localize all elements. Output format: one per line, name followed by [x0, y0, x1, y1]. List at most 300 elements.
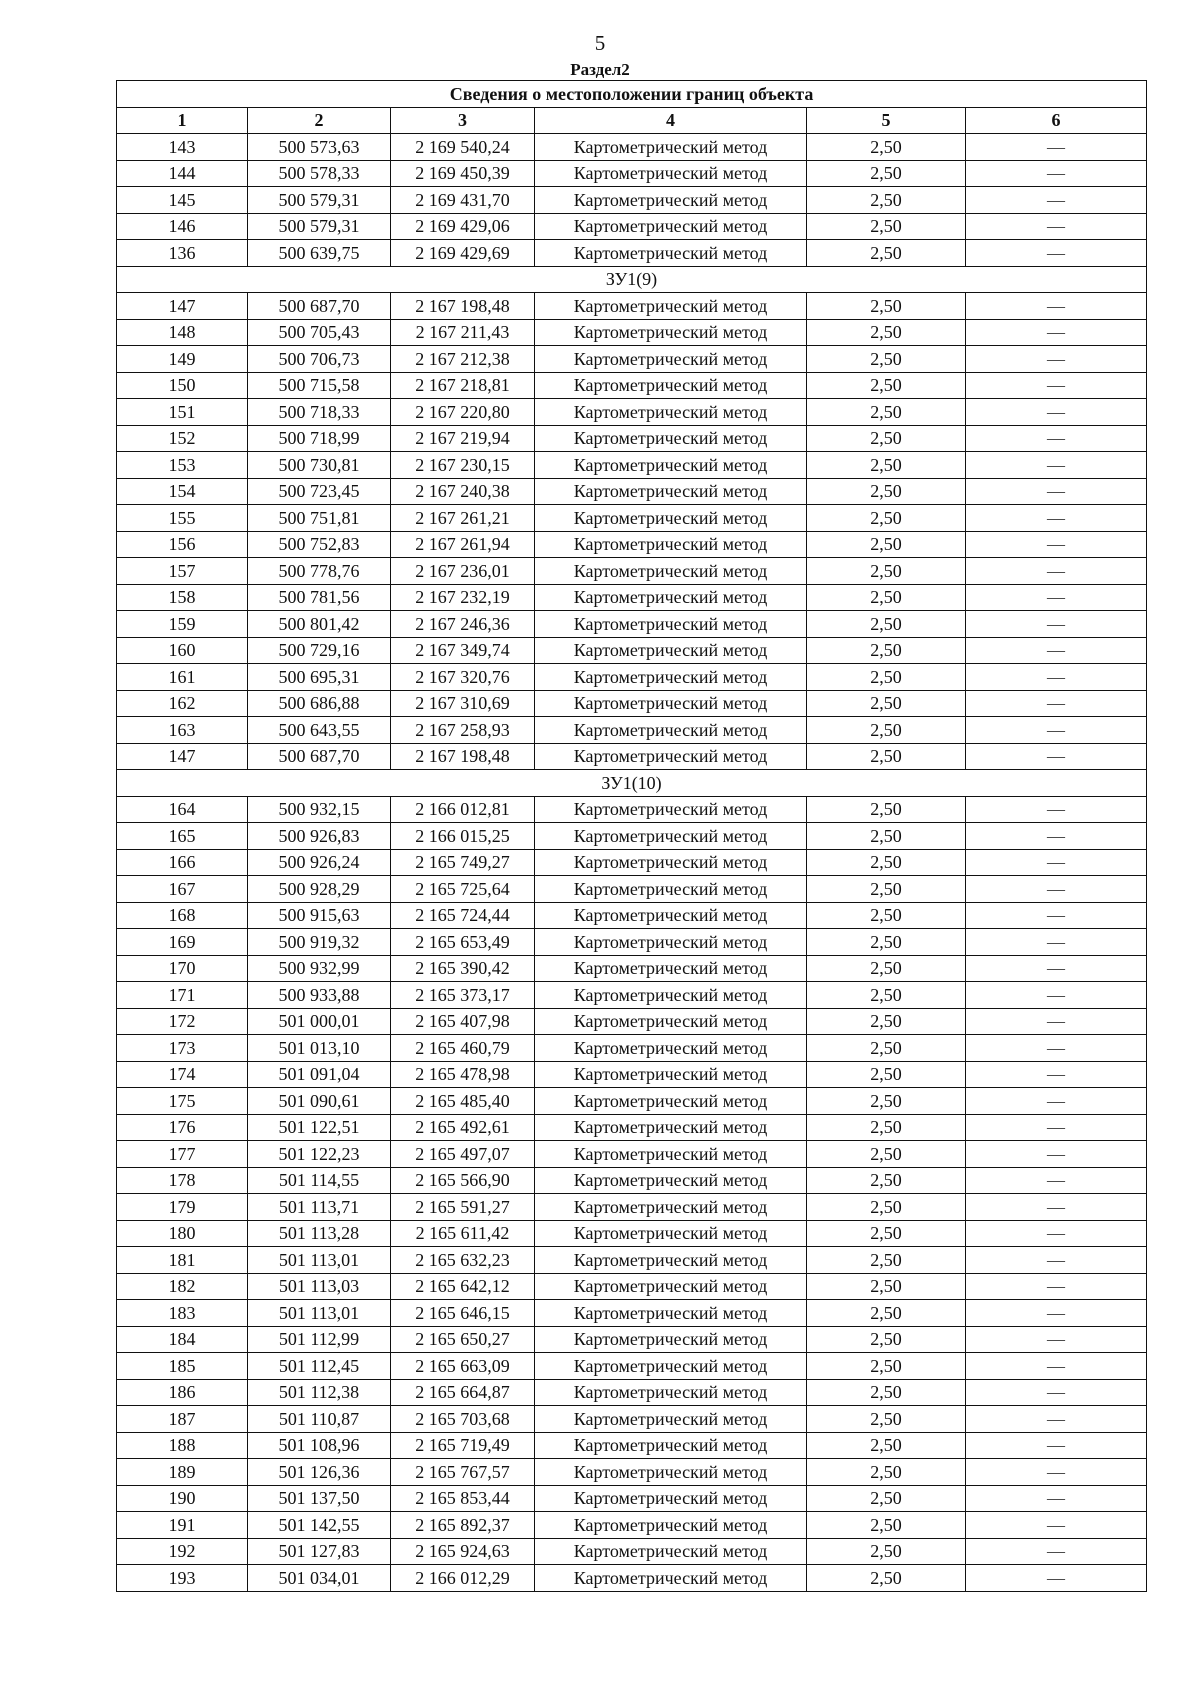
method-cell: Картометрический метод	[535, 902, 807, 929]
description-cell: —	[966, 346, 1147, 373]
table-row	[117, 1008, 1147, 1035]
x-coordinate-cell: 501 114,55	[248, 1167, 391, 1194]
method-cell: Картометрический метод	[535, 664, 807, 691]
y-coordinate-cell: 2 165 724,44	[391, 902, 535, 929]
description-cell: —	[966, 1379, 1147, 1406]
description-cell: —	[966, 1141, 1147, 1168]
y-coordinate-cell: 2 169 429,69	[391, 240, 535, 267]
point-number-cell: 150	[117, 372, 248, 399]
y-coordinate-cell: 2 165 725,64	[391, 876, 535, 903]
method-cell: Картометрический метод	[535, 1061, 807, 1088]
x-coordinate-cell: 501 113,28	[248, 1220, 391, 1247]
description-cell: —	[966, 929, 1147, 956]
table-row	[117, 690, 1147, 717]
table-row	[117, 717, 1147, 744]
x-coordinate-cell: 500 639,75	[248, 240, 391, 267]
description-cell: —	[966, 240, 1147, 267]
method-cell: Картометрический метод	[535, 1114, 807, 1141]
table-row	[117, 1485, 1147, 1512]
method-cell: Картометрический метод	[535, 293, 807, 320]
y-coordinate-cell: 2 167 236,01	[391, 558, 535, 585]
description-cell: —	[966, 531, 1147, 558]
method-cell: Картометрический метод	[535, 955, 807, 982]
method-cell: Картометрический метод	[535, 637, 807, 664]
y-coordinate-cell: 2 165 646,15	[391, 1300, 535, 1327]
table-row	[117, 1194, 1147, 1221]
method-cell: Картометрический метод	[535, 1512, 807, 1539]
accuracy-cell: 2,50	[807, 399, 966, 426]
point-number-cell: 164	[117, 796, 248, 823]
y-coordinate-cell: 2 165 611,42	[391, 1220, 535, 1247]
y-coordinate-cell: 2 169 429,06	[391, 213, 535, 240]
y-coordinate-cell: 2 166 012,29	[391, 1565, 535, 1592]
accuracy-cell: 2,50	[807, 319, 966, 346]
description-cell: —	[966, 1167, 1147, 1194]
description-cell: —	[966, 955, 1147, 982]
method-cell: Картометрический метод	[535, 1432, 807, 1459]
table-row	[117, 611, 1147, 638]
accuracy-cell: 2,50	[807, 1512, 966, 1539]
description-cell: —	[966, 293, 1147, 320]
point-number-cell: 144	[117, 160, 248, 187]
accuracy-cell: 2,50	[807, 743, 966, 770]
table-row	[117, 849, 1147, 876]
table-row	[117, 1538, 1147, 1565]
point-number-cell: 172	[117, 1008, 248, 1035]
y-coordinate-cell: 2 167 246,36	[391, 611, 535, 638]
point-number-cell: 190	[117, 1485, 248, 1512]
description-cell: —	[966, 425, 1147, 452]
rows-section-b	[117, 293, 1147, 770]
accuracy-cell: 2,50	[807, 1300, 966, 1327]
method-cell: Картометрический метод	[535, 558, 807, 585]
table-row	[117, 796, 1147, 823]
point-number-cell: 147	[117, 743, 248, 770]
y-coordinate-cell: 2 167 261,21	[391, 505, 535, 532]
accuracy-cell: 2,50	[807, 637, 966, 664]
x-coordinate-cell: 500 801,42	[248, 611, 391, 638]
method-cell: Картометрический метод	[535, 1459, 807, 1486]
y-coordinate-cell: 2 169 540,24	[391, 134, 535, 161]
accuracy-cell: 2,50	[807, 902, 966, 929]
x-coordinate-cell: 500 915,63	[248, 902, 391, 929]
method-cell: Картометрический метод	[535, 690, 807, 717]
description-cell: —	[966, 319, 1147, 346]
method-cell: Картометрический метод	[535, 505, 807, 532]
description-cell: —	[966, 1406, 1147, 1433]
rows-section-c	[117, 796, 1147, 1591]
accuracy-cell: 2,50	[807, 1485, 966, 1512]
point-number-cell: 183	[117, 1300, 248, 1327]
y-coordinate-cell: 2 165 749,27	[391, 849, 535, 876]
description-cell: —	[966, 849, 1147, 876]
x-coordinate-cell: 500 729,16	[248, 637, 391, 664]
y-coordinate-cell: 2 166 012,81	[391, 796, 535, 823]
y-coordinate-cell: 2 167 211,43	[391, 319, 535, 346]
x-coordinate-cell: 500 926,83	[248, 823, 391, 850]
table-row	[117, 876, 1147, 903]
description-cell: —	[966, 505, 1147, 532]
method-cell: Картометрический метод	[535, 1406, 807, 1433]
method-cell: Картометрический метод	[535, 1353, 807, 1380]
accuracy-cell: 2,50	[807, 584, 966, 611]
table-row	[117, 584, 1147, 611]
y-coordinate-cell: 2 169 431,70	[391, 187, 535, 214]
x-coordinate-cell: 501 112,45	[248, 1353, 391, 1380]
accuracy-cell: 2,50	[807, 1432, 966, 1459]
x-coordinate-cell: 500 686,88	[248, 690, 391, 717]
y-coordinate-cell: 2 165 632,23	[391, 1247, 535, 1274]
x-coordinate-cell: 501 113,01	[248, 1247, 391, 1274]
table-row	[117, 213, 1147, 240]
description-cell: —	[966, 372, 1147, 399]
accuracy-cell: 2,50	[807, 1459, 966, 1486]
x-coordinate-cell: 500 928,29	[248, 876, 391, 903]
accuracy-cell: 2,50	[807, 1247, 966, 1274]
y-coordinate-cell: 2 165 663,09	[391, 1353, 535, 1380]
y-coordinate-cell: 2 165 390,42	[391, 955, 535, 982]
boundary-coordinates-table	[116, 80, 1147, 1592]
point-number-cell: 136	[117, 240, 248, 267]
y-coordinate-cell: 2 165 853,44	[391, 1485, 535, 1512]
description-cell: —	[966, 1459, 1147, 1486]
x-coordinate-cell: 501 034,01	[248, 1565, 391, 1592]
x-coordinate-cell: 500 579,31	[248, 213, 391, 240]
point-number-cell: 177	[117, 1141, 248, 1168]
accuracy-cell: 2,50	[807, 1008, 966, 1035]
table-row	[117, 1088, 1147, 1115]
description-cell: —	[966, 478, 1147, 505]
description-cell: —	[966, 1035, 1147, 1062]
method-cell: Картометрический метод	[535, 1326, 807, 1353]
method-cell: Картометрический метод	[535, 1035, 807, 1062]
table-row	[117, 823, 1147, 850]
description-cell: —	[966, 1247, 1147, 1274]
point-number-cell: 181	[117, 1247, 248, 1274]
table-row	[117, 319, 1147, 346]
y-coordinate-cell: 2 165 924,63	[391, 1538, 535, 1565]
x-coordinate-cell: 500 730,81	[248, 452, 391, 479]
x-coordinate-cell: 500 926,24	[248, 849, 391, 876]
description-cell: —	[966, 611, 1147, 638]
point-number-cell: 169	[117, 929, 248, 956]
accuracy-cell: 2,50	[807, 955, 966, 982]
x-coordinate-cell: 501 142,55	[248, 1512, 391, 1539]
accuracy-cell: 2,50	[807, 531, 966, 558]
x-coordinate-cell: 500 932,99	[248, 955, 391, 982]
x-coordinate-cell: 501 112,99	[248, 1326, 391, 1353]
accuracy-cell: 2,50	[807, 372, 966, 399]
y-coordinate-cell: 2 167 232,19	[391, 584, 535, 611]
x-coordinate-cell: 501 013,10	[248, 1035, 391, 1062]
column-header: 3	[391, 107, 535, 134]
method-cell: Картометрический метод	[535, 1300, 807, 1327]
point-number-cell: 162	[117, 690, 248, 717]
description-cell: —	[966, 823, 1147, 850]
point-number-cell: 189	[117, 1459, 248, 1486]
x-coordinate-cell: 501 091,04	[248, 1061, 391, 1088]
table-row	[117, 1220, 1147, 1247]
accuracy-cell: 2,50	[807, 1114, 966, 1141]
method-cell: Картометрический метод	[535, 611, 807, 638]
x-coordinate-cell: 501 110,87	[248, 1406, 391, 1433]
description-cell: —	[966, 1432, 1147, 1459]
point-number-cell: 192	[117, 1538, 248, 1565]
method-cell: Картометрический метод	[535, 1485, 807, 1512]
table-row	[117, 982, 1147, 1009]
y-coordinate-cell: 2 167 258,93	[391, 717, 535, 744]
table-row	[117, 929, 1147, 956]
description-cell: —	[966, 1485, 1147, 1512]
point-number-cell: 171	[117, 982, 248, 1009]
x-coordinate-cell: 501 113,01	[248, 1300, 391, 1327]
table-row	[117, 1141, 1147, 1168]
description-cell: —	[966, 1088, 1147, 1115]
method-cell: Картометрический метод	[535, 425, 807, 452]
table-row	[117, 1114, 1147, 1141]
table-row	[117, 1353, 1147, 1380]
method-cell: Картометрический метод	[535, 1088, 807, 1115]
point-number-cell: 163	[117, 717, 248, 744]
accuracy-cell: 2,50	[807, 982, 966, 1009]
point-number-cell: 154	[117, 478, 248, 505]
group-row	[117, 266, 1147, 293]
y-coordinate-cell: 2 167 261,94	[391, 531, 535, 558]
method-cell: Картометрический метод	[535, 1273, 807, 1300]
method-cell: Картометрический метод	[535, 584, 807, 611]
x-coordinate-cell: 500 687,70	[248, 293, 391, 320]
point-number-cell: 160	[117, 637, 248, 664]
point-number-cell: 165	[117, 823, 248, 850]
description-cell: —	[966, 1353, 1147, 1380]
point-number-cell: 167	[117, 876, 248, 903]
point-number-cell: 191	[117, 1512, 248, 1539]
point-number-cell: 166	[117, 849, 248, 876]
table-row	[117, 1035, 1147, 1062]
point-number-cell: 179	[117, 1194, 248, 1221]
group-label: ЗУ1(10)	[117, 770, 1147, 797]
table-caption: Сведения о местоположении границ объекта	[117, 81, 1147, 108]
point-number-cell: 168	[117, 902, 248, 929]
table-row	[117, 505, 1147, 532]
y-coordinate-cell: 2 165 653,49	[391, 929, 535, 956]
x-coordinate-cell: 500 778,76	[248, 558, 391, 585]
description-cell: —	[966, 1538, 1147, 1565]
accuracy-cell: 2,50	[807, 425, 966, 452]
table-row	[117, 637, 1147, 664]
x-coordinate-cell: 500 933,88	[248, 982, 391, 1009]
table-row	[117, 346, 1147, 373]
method-cell: Картометрический метод	[535, 929, 807, 956]
accuracy-cell: 2,50	[807, 478, 966, 505]
accuracy-cell: 2,50	[807, 187, 966, 214]
x-coordinate-cell: 500 578,33	[248, 160, 391, 187]
y-coordinate-cell: 2 169 450,39	[391, 160, 535, 187]
table-row	[117, 1432, 1147, 1459]
description-cell: —	[966, 399, 1147, 426]
method-cell: Картометрический метод	[535, 240, 807, 267]
table-row	[117, 293, 1147, 320]
method-cell: Картометрический метод	[535, 1538, 807, 1565]
point-number-cell: 152	[117, 425, 248, 452]
point-number-cell: 188	[117, 1432, 248, 1459]
x-coordinate-cell: 500 752,83	[248, 531, 391, 558]
y-coordinate-cell: 2 165 460,79	[391, 1035, 535, 1062]
table-row	[117, 558, 1147, 585]
table-row	[117, 1167, 1147, 1194]
table-row	[117, 1273, 1147, 1300]
description-cell: —	[966, 1114, 1147, 1141]
method-cell: Картометрический метод	[535, 452, 807, 479]
y-coordinate-cell: 2 165 664,87	[391, 1379, 535, 1406]
point-number-cell: 193	[117, 1565, 248, 1592]
accuracy-cell: 2,50	[807, 1273, 966, 1300]
point-number-cell: 175	[117, 1088, 248, 1115]
description-cell: —	[966, 187, 1147, 214]
point-number-cell: 153	[117, 452, 248, 479]
point-number-cell: 156	[117, 531, 248, 558]
x-coordinate-cell: 501 122,23	[248, 1141, 391, 1168]
point-number-cell: 185	[117, 1353, 248, 1380]
method-cell: Картометрический метод	[535, 399, 807, 426]
point-number-cell: 174	[117, 1061, 248, 1088]
accuracy-cell: 2,50	[807, 1141, 966, 1168]
accuracy-cell: 2,50	[807, 1088, 966, 1115]
accuracy-cell: 2,50	[807, 160, 966, 187]
accuracy-cell: 2,50	[807, 611, 966, 638]
y-coordinate-cell: 2 167 230,15	[391, 452, 535, 479]
x-coordinate-cell: 500 706,73	[248, 346, 391, 373]
point-number-cell: 173	[117, 1035, 248, 1062]
table-row	[117, 372, 1147, 399]
description-cell: —	[966, 637, 1147, 664]
table-row	[117, 743, 1147, 770]
y-coordinate-cell: 2 167 218,81	[391, 372, 535, 399]
column-header: 2	[248, 107, 391, 134]
x-coordinate-cell: 500 751,81	[248, 505, 391, 532]
point-number-cell: 180	[117, 1220, 248, 1247]
point-number-cell: 155	[117, 505, 248, 532]
accuracy-cell: 2,50	[807, 240, 966, 267]
x-coordinate-cell: 500 687,70	[248, 743, 391, 770]
accuracy-cell: 2,50	[807, 1194, 966, 1221]
accuracy-cell: 2,50	[807, 505, 966, 532]
y-coordinate-cell: 2 165 497,07	[391, 1141, 535, 1168]
description-cell: —	[966, 1300, 1147, 1327]
x-coordinate-cell: 500 718,33	[248, 399, 391, 426]
description-cell: —	[966, 690, 1147, 717]
accuracy-cell: 2,50	[807, 1565, 966, 1592]
method-cell: Картометрический метод	[535, 1565, 807, 1592]
description-cell: —	[966, 1061, 1147, 1088]
x-coordinate-cell: 501 122,51	[248, 1114, 391, 1141]
y-coordinate-cell: 2 165 485,40	[391, 1088, 535, 1115]
point-number-cell: 170	[117, 955, 248, 982]
point-number-cell: 151	[117, 399, 248, 426]
accuracy-cell: 2,50	[807, 558, 966, 585]
point-number-cell: 178	[117, 1167, 248, 1194]
point-number-cell: 187	[117, 1406, 248, 1433]
point-number-cell: 149	[117, 346, 248, 373]
y-coordinate-cell: 2 167 198,48	[391, 293, 535, 320]
accuracy-cell: 2,50	[807, 213, 966, 240]
y-coordinate-cell: 2 167 198,48	[391, 743, 535, 770]
accuracy-cell: 2,50	[807, 1538, 966, 1565]
y-coordinate-cell: 2 165 478,98	[391, 1061, 535, 1088]
accuracy-cell: 2,50	[807, 1061, 966, 1088]
table-row	[117, 531, 1147, 558]
method-cell: Картометрический метод	[535, 1247, 807, 1274]
x-coordinate-cell: 501 000,01	[248, 1008, 391, 1035]
accuracy-cell: 2,50	[807, 876, 966, 903]
description-cell: —	[966, 1565, 1147, 1592]
description-cell: —	[966, 134, 1147, 161]
description-cell: —	[966, 902, 1147, 929]
method-cell: Картометрический метод	[535, 1167, 807, 1194]
method-cell: Картометрический метод	[535, 1379, 807, 1406]
accuracy-cell: 2,50	[807, 452, 966, 479]
x-coordinate-cell: 501 113,03	[248, 1273, 391, 1300]
table-row	[117, 425, 1147, 452]
accuracy-cell: 2,50	[807, 849, 966, 876]
method-cell: Картометрический метод	[535, 1008, 807, 1035]
table-row	[117, 902, 1147, 929]
accuracy-cell: 2,50	[807, 293, 966, 320]
point-number-cell: 184	[117, 1326, 248, 1353]
table-row	[117, 1406, 1147, 1433]
accuracy-cell: 2,50	[807, 1406, 966, 1433]
method-cell: Картометрический метод	[535, 319, 807, 346]
method-cell: Картометрический метод	[535, 1220, 807, 1247]
group-label: ЗУ1(9)	[117, 266, 1147, 293]
table-row	[117, 955, 1147, 982]
description-cell: —	[966, 982, 1147, 1009]
y-coordinate-cell: 2 165 566,90	[391, 1167, 535, 1194]
y-coordinate-cell: 2 167 220,80	[391, 399, 535, 426]
accuracy-cell: 2,50	[807, 717, 966, 744]
table-row	[117, 187, 1147, 214]
table-row	[117, 452, 1147, 479]
description-cell: —	[966, 1194, 1147, 1221]
table-row	[117, 1300, 1147, 1327]
accuracy-cell: 2,50	[807, 1035, 966, 1062]
method-cell: Картометрический метод	[535, 372, 807, 399]
x-coordinate-cell: 501 137,50	[248, 1485, 391, 1512]
x-coordinate-cell: 500 715,58	[248, 372, 391, 399]
point-number-cell: 145	[117, 187, 248, 214]
point-number-cell: 158	[117, 584, 248, 611]
x-coordinate-cell: 500 579,31	[248, 187, 391, 214]
method-cell: Картометрический метод	[535, 531, 807, 558]
description-cell: —	[966, 664, 1147, 691]
point-number-cell: 157	[117, 558, 248, 585]
group-row	[117, 770, 1147, 797]
point-number-cell: 176	[117, 1114, 248, 1141]
description-cell: —	[966, 1326, 1147, 1353]
x-coordinate-cell: 500 643,55	[248, 717, 391, 744]
x-coordinate-cell: 500 723,45	[248, 478, 391, 505]
x-coordinate-cell: 501 127,83	[248, 1538, 391, 1565]
y-coordinate-cell: 2 165 767,57	[391, 1459, 535, 1486]
table-row	[117, 1459, 1147, 1486]
x-coordinate-cell: 500 781,56	[248, 584, 391, 611]
description-cell: —	[966, 558, 1147, 585]
y-coordinate-cell: 2 165 407,98	[391, 1008, 535, 1035]
x-coordinate-cell: 500 718,99	[248, 425, 391, 452]
y-coordinate-cell: 2 165 492,61	[391, 1114, 535, 1141]
method-cell: Картометрический метод	[535, 1141, 807, 1168]
table-row	[117, 1512, 1147, 1539]
